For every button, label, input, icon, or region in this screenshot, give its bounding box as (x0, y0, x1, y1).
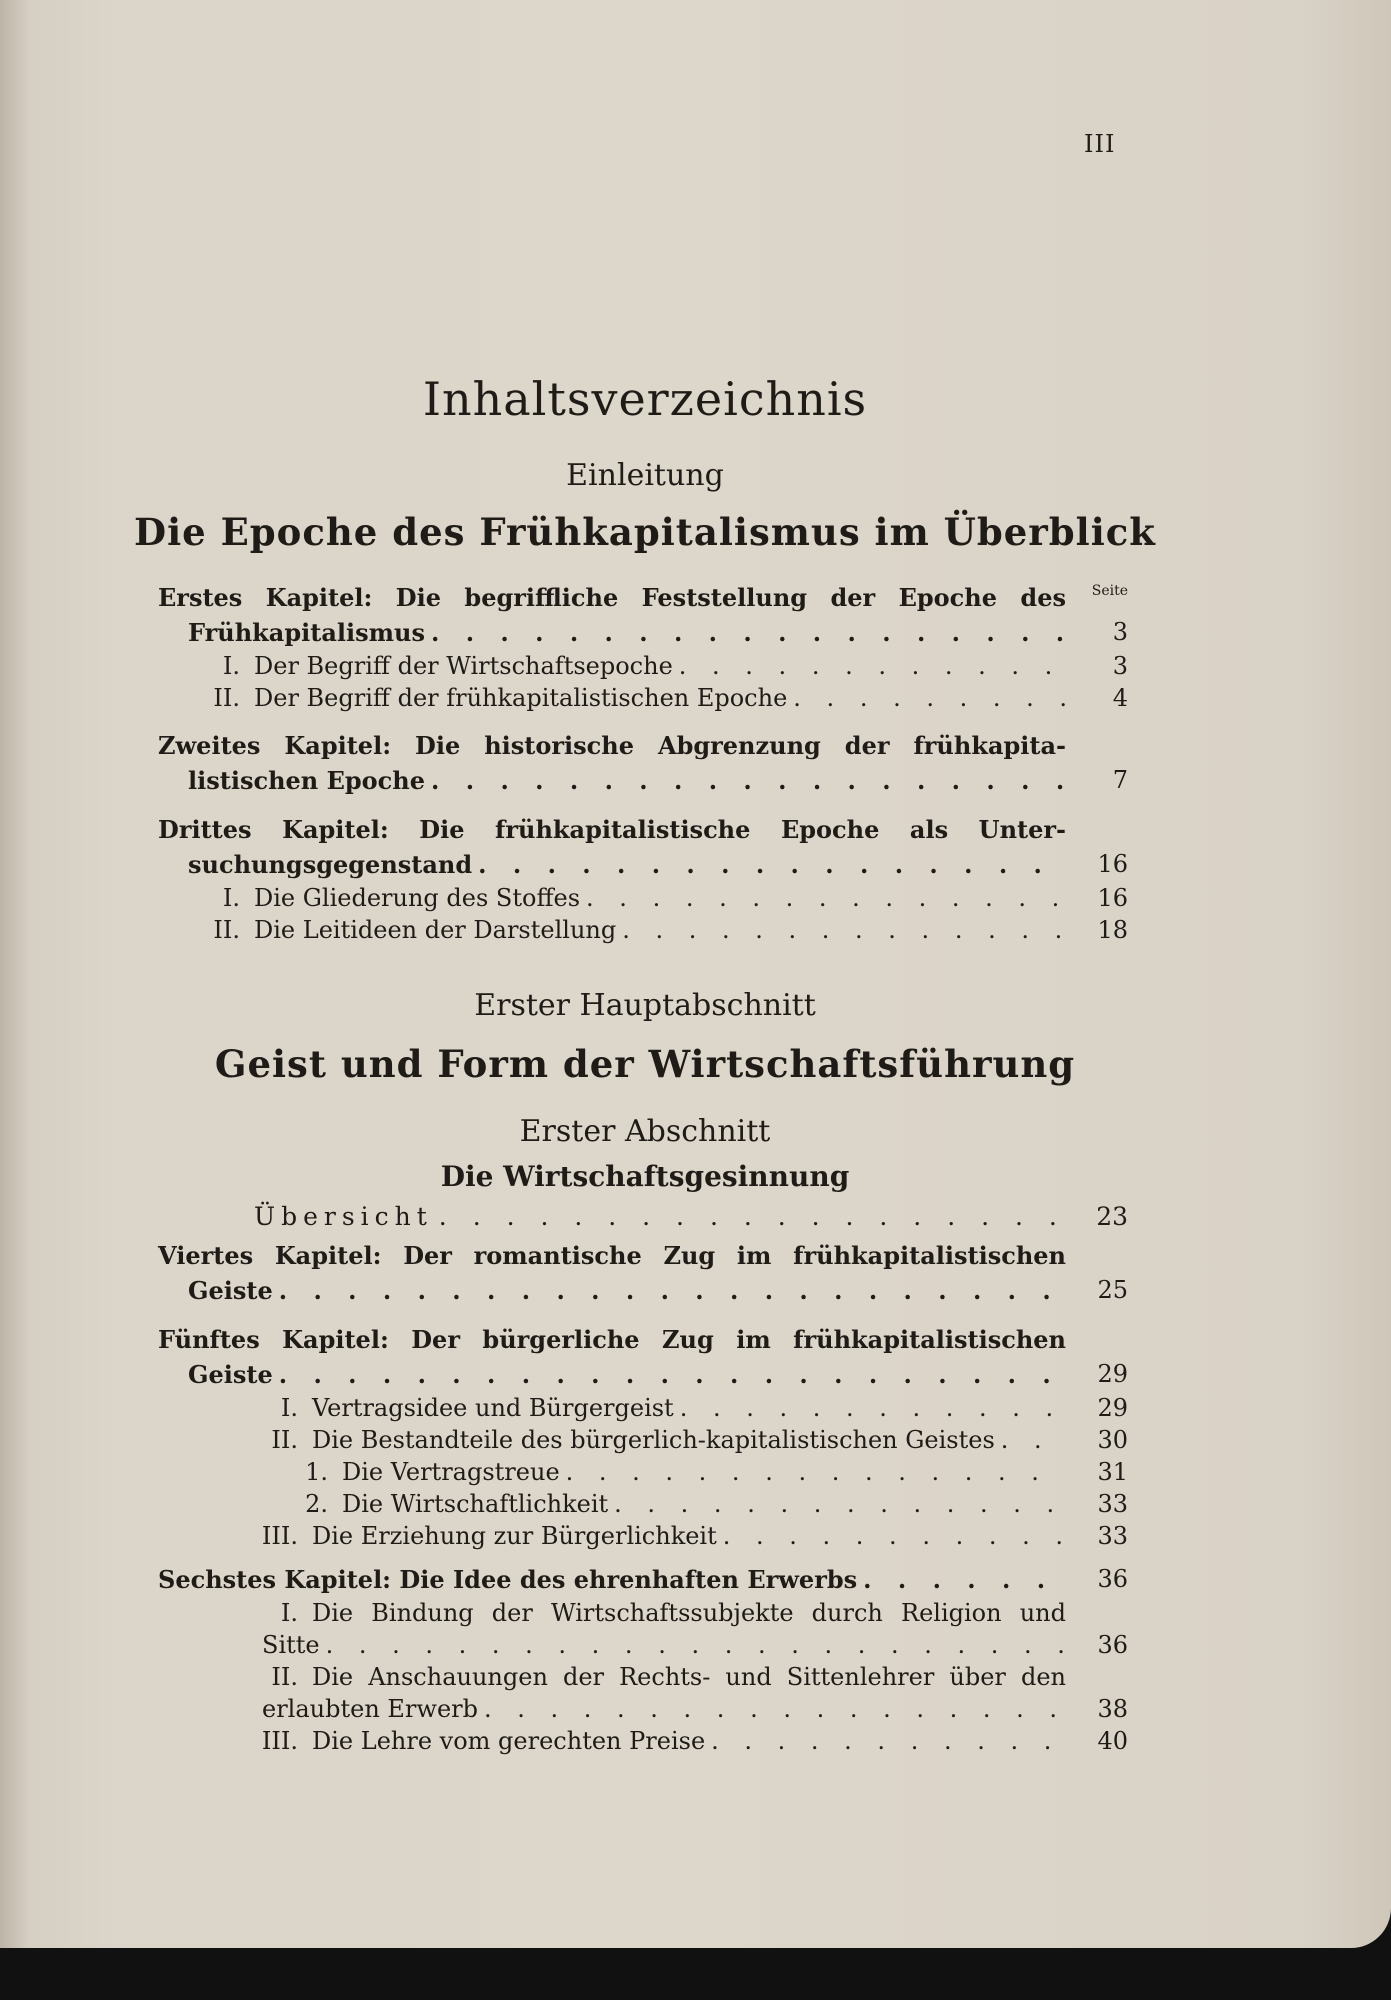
toc-entry[interactable]: I. Die Gliederung des Stoffes . . . 16 (158, 882, 1128, 914)
toc-part1 (158, 1196, 1128, 1757)
toc-entry[interactable]: III. Die Lehre vom gerechten Preise . . . 40 (158, 1725, 1128, 1757)
toc-entry[interactable]: II. Die Leitideen der Darstellung . . . 18 (158, 914, 1128, 946)
intro-title: Die Epoche des Frühkapitalismus im Überblick (134, 510, 1156, 554)
toc-chapter-4[interactable]: Viertes Kapitel: Der romantische Zug im frühkapitalistischen Geiste . . . 25 (158, 1238, 1128, 1308)
toc-entry[interactable]: 1. Die Vertragstreue . . . 31 (158, 1456, 1128, 1488)
toc-entry[interactable]: II. Die Bestandteile des bürgerlich-kapitalistischen Geistes . . . 30 (158, 1424, 1128, 1456)
toc-entry[interactable]: I. Der Begriff der Wirtschaftsepoche . . . 3 (158, 650, 1128, 682)
intro-heading: Einleitung (566, 458, 724, 493)
toc-entry[interactable]: III. Die Erziehung zur Bürgerlichkeit . . . 33 (158, 1520, 1128, 1552)
toc-chapter-5[interactable]: Fünftes Kapitel: Der bürgerliche Zug im frühkapitalistischen Geiste . . . 29 (158, 1322, 1128, 1392)
toc-entry[interactable]: I. Vertragsidee und Bürgergeist . . . 29 (158, 1392, 1128, 1424)
toc-entry[interactable]: I. Die Bindung der Wirtschaftssubjekte durch Religion und Sitte . . . 36 (158, 1597, 1128, 1661)
toc-chapter-3[interactable]: Drittes Kapitel: Die frühkapitalistische Epoche als Unter- suchungsgegenstand . . . 16 (158, 812, 1128, 882)
toc-chapter-6[interactable]: Sechstes Kapitel: Die Idee des ehrenhaften Erwerbs . . . 36 (158, 1562, 1128, 1597)
toc-intro (158, 566, 1128, 946)
seite-label: Seite (1091, 583, 1128, 599)
toc-chapter-2[interactable]: Zweites Kapitel: Die historische Abgrenzung der frühkapita- listischen Epoche . . . 7 (158, 728, 1128, 798)
toc-entry[interactable]: 2. Die Wirtschaftlichkeit . . . 33 (158, 1488, 1128, 1520)
toc-entry[interactable]: II. Die Anschauungen der Rechts- und Sittenlehrer über den erlaubten Erwerb . . . 38 (158, 1661, 1128, 1725)
section-heading: Erster Abschnitt (519, 1114, 771, 1149)
part1-heading: Erster Hauptabschnitt (474, 988, 816, 1023)
part1-title: Geist und Form der Wirtschaftsführung (214, 1042, 1076, 1086)
page-number: III (1084, 130, 1116, 158)
toc-chapter-1[interactable]: Seite Erstes Kapitel: Die begriffliche Feststellung der Epoche des Frühkapitalismus . . . 3 (158, 580, 1128, 650)
page-title: Inhaltsverzeichnis (422, 372, 868, 426)
toc-entry[interactable]: II. Der Begriff der frühkapitalistischen Epoche . . . 4 (158, 682, 1128, 714)
section-title: Die Wirtschaftsgesinnung (440, 1160, 850, 1193)
toc-entry-uebersicht[interactable]: Übersicht . . . 23 (158, 1198, 1128, 1236)
